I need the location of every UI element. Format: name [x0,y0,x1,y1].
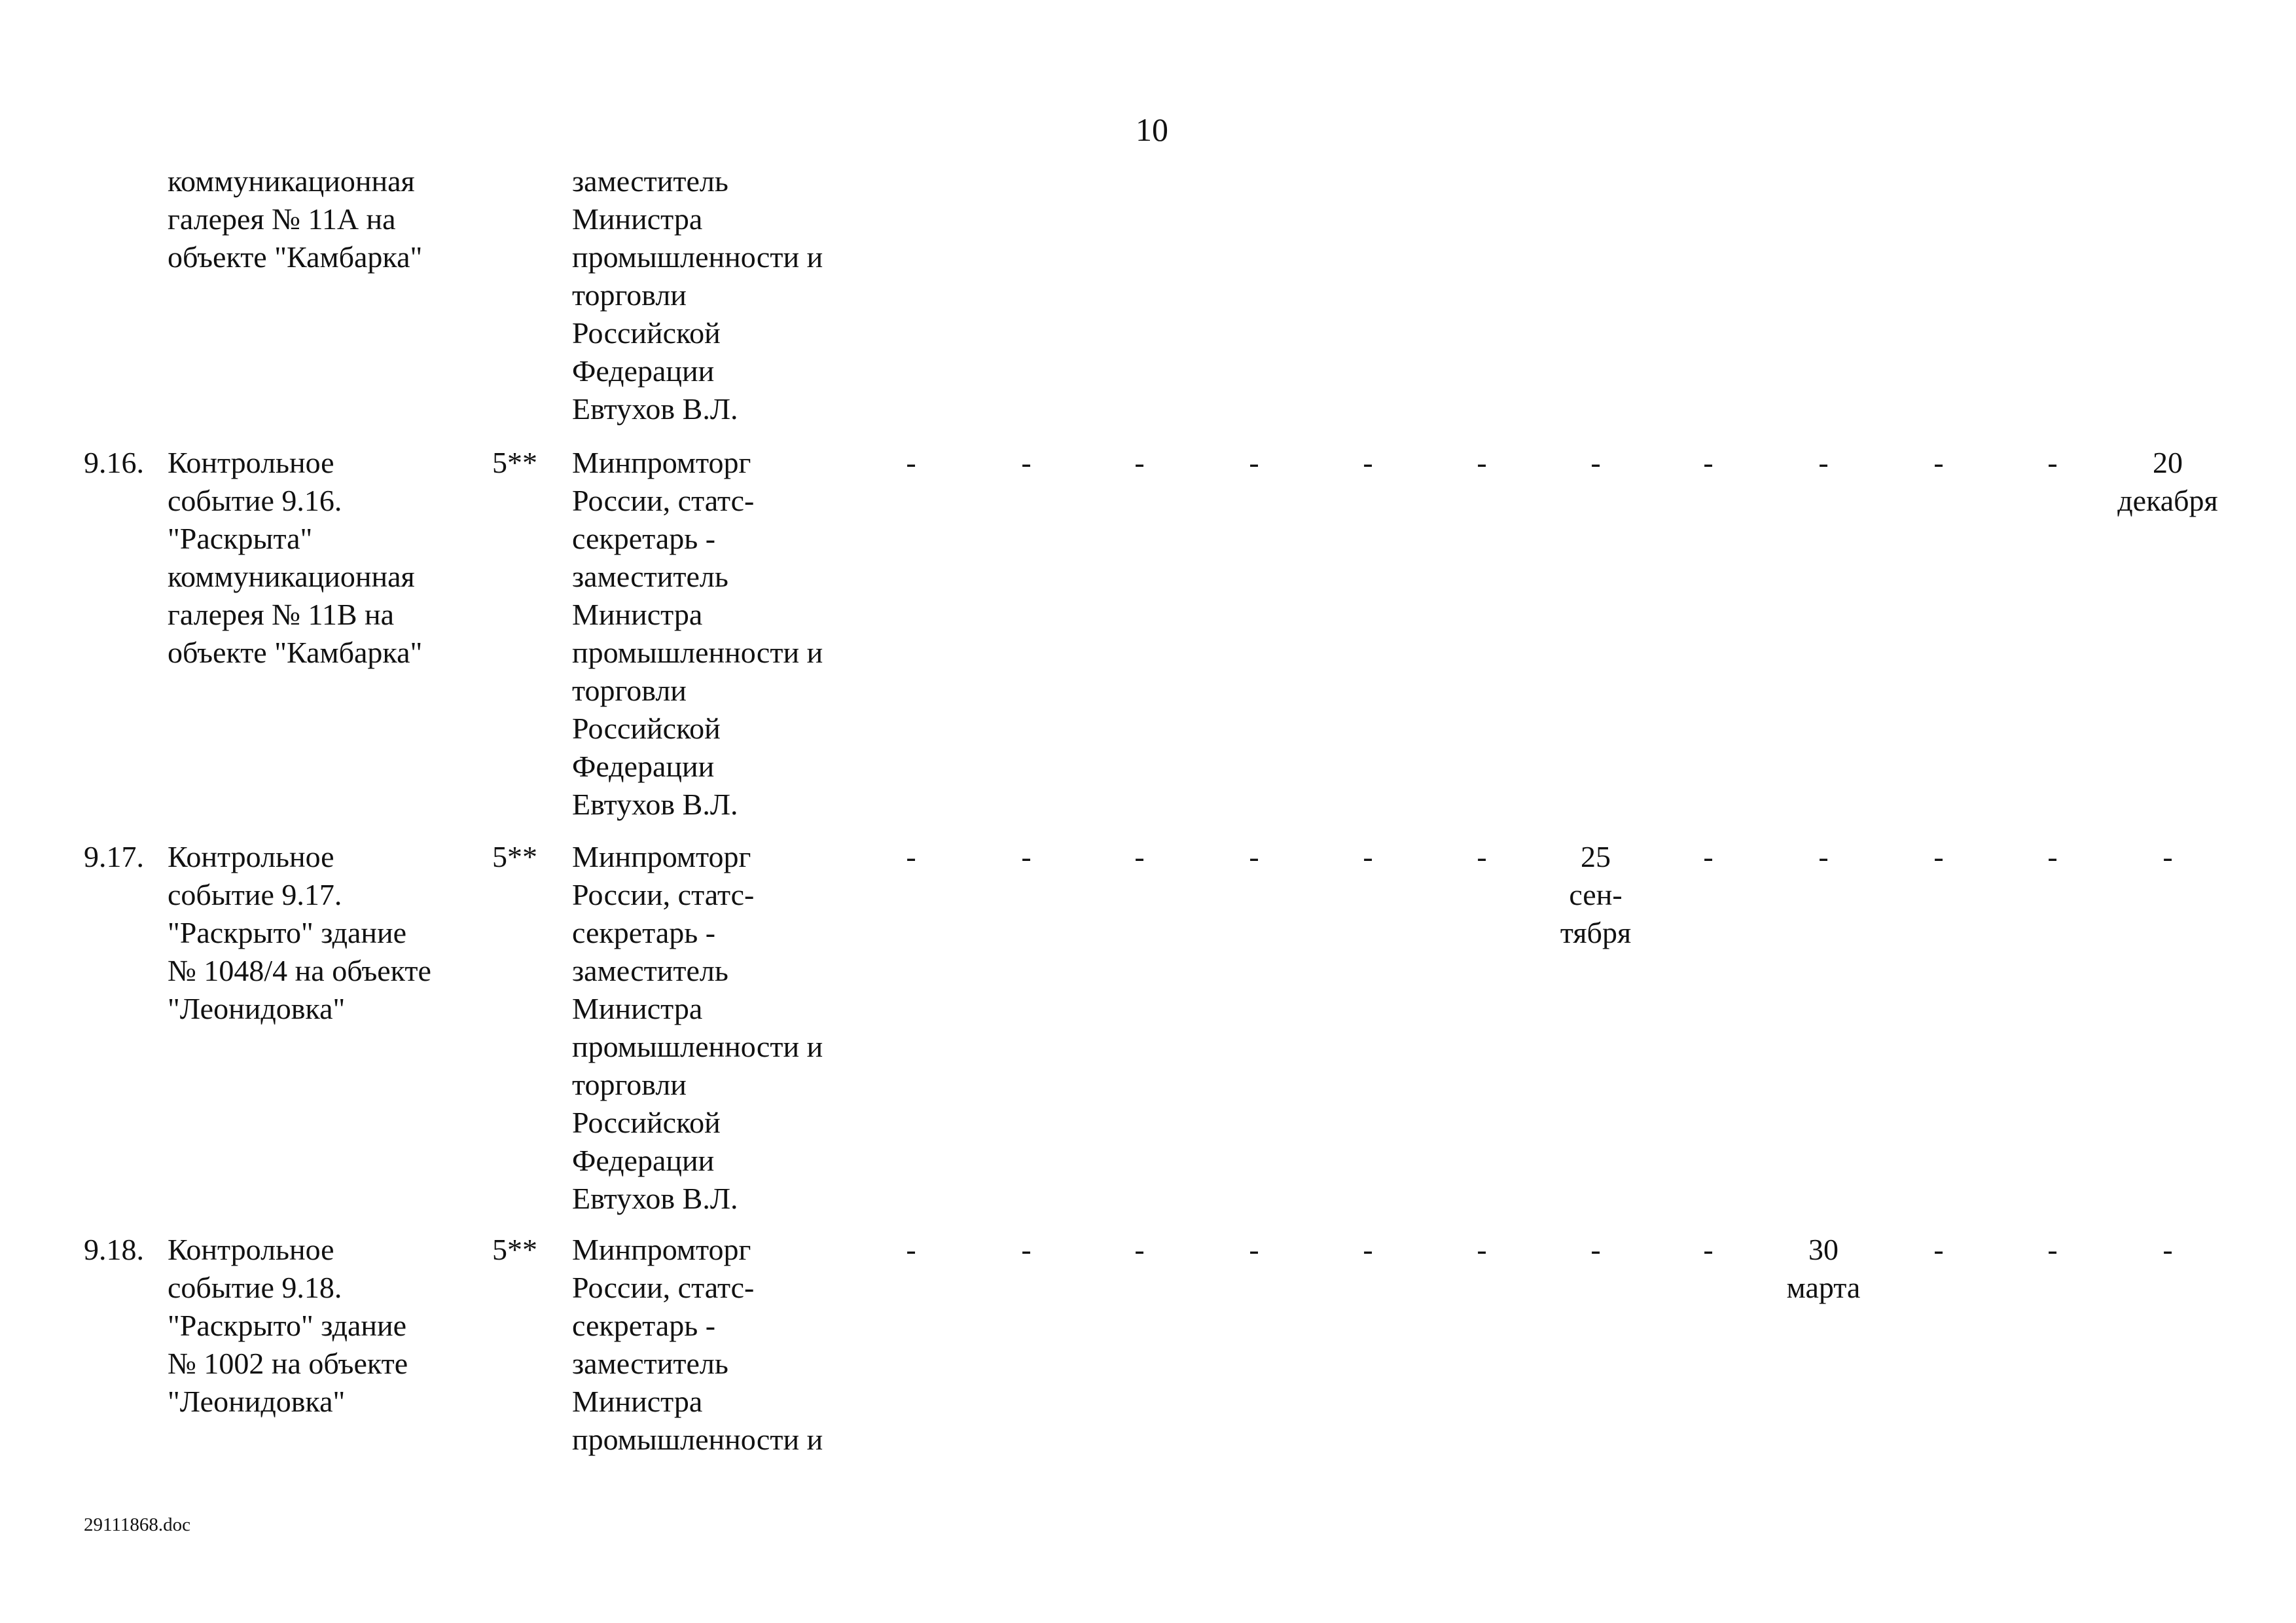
event-name: Контрольное событие 9.17. "Раскрыто" здание № 1048/4 на объекте "Леонидовка" [168,840,431,1025]
period-cell: - [1590,446,1601,479]
control-level: 5** [492,840,537,873]
period-cell: - [1134,1233,1145,1266]
responsible-executor: Минпромторг России, статс- секретарь - заместитель Министра промышленности и торговли Российской Федерации Евтухов В.Л. [572,446,823,821]
period-cell: - [2047,840,2058,873]
period-cell: - [1477,446,1487,479]
period-cell: - [1134,840,1145,873]
period-cell: 25 сен- тября [1560,840,1632,949]
control-level: 5** [492,1233,537,1266]
responsible-executor: заместитель Министра промышленности и торговли Российской Федерации Евтухов В.Л. [572,164,823,426]
period-cell: - [1818,446,1829,479]
period-cell: - [906,1233,916,1266]
period-cell: - [1249,840,1259,873]
period-cell: - [1363,840,1373,873]
period-cell: - [1703,446,1713,479]
period-cell: - [906,446,916,479]
period-cell: - [1363,446,1373,479]
responsible-executor: Минпромторг России, статс- секретарь - заместитель Министра промышленности и [572,1233,823,1456]
period-cell: - [2047,1233,2058,1266]
event-name: Контрольное событие 9.18. "Раскрыто" здание № 1002 на объекте "Леонидовка" [168,1233,408,1418]
period-cell: - [1021,1233,1031,1266]
period-cell: - [1363,1233,1373,1266]
event-name: коммуникационная галерея № 11А на объекте "Камбарка" [168,164,423,274]
page-number: 10 [1136,111,1168,148]
period-cell: 30 марта [1786,1233,1861,1304]
period-cell: - [1021,446,1031,479]
document-filename: 29111868.doc [84,1514,190,1535]
control-level: 5** [492,446,537,479]
period-cell: - [1021,840,1031,873]
responsible-executor: Минпромторг России, статс- секретарь - заместитель Министра промышленности и торговли Российской Федерации Евтухов В.Л. [572,840,823,1215]
period-cell: - [2162,1233,2173,1266]
period-cell: - [1590,1233,1601,1266]
period-cell: - [1249,1233,1259,1266]
period-cell: - [1818,840,1829,873]
row-number: 9.16. [84,446,144,479]
period-cell: - [1703,1233,1713,1266]
row-number: 9.18. [84,1233,144,1266]
period-cell: - [1933,1233,1944,1266]
period-cell: - [2047,446,2058,479]
period-cell: - [1477,1233,1487,1266]
period-cell: - [1477,840,1487,873]
period-cell: - [1134,446,1145,479]
period-cell: - [2162,840,2173,873]
period-cell: 20 декабря [2117,446,2218,517]
period-cell: - [1703,840,1713,873]
period-cell: - [1249,446,1259,479]
period-cell: - [1933,840,1944,873]
row-number: 9.17. [84,840,144,873]
period-cell: - [1933,446,1944,479]
period-cell: - [906,840,916,873]
event-name: Контрольное событие 9.16. "Раскрыта" коммуникационная галерея № 11В на объекте "Камбарка" [168,446,423,669]
